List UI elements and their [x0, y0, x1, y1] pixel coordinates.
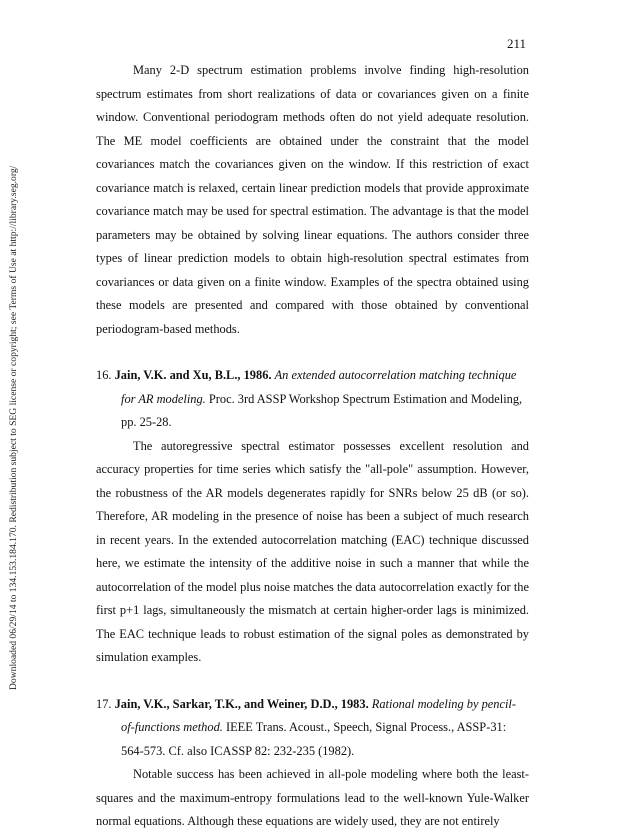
reference-source: IEEE Trans. Acoust., Speech, Signal Process., ASSP-31: 564-573. Cf. also ICASSP 82: 232-235 (1982).: [121, 720, 507, 758]
abstract-paragraph: Many 2-D spectrum estimation problems involve finding high-resolution spectrum estimates from short realizations of data or covariances given on a finite window. Conventional periodogram methods often do not yield adequate resolution. The ME model coefficients are obtained under the constraint that the model covariances match the covariances given on the window. If this restriction of exact covariance match is relaxed, certain linear prediction models that provide approximate covariance match may be used for spectral estimation. The advantage is that the model parameters may be obtained by solving linear equations. The authors consider three types of linear prediction models to obtain high-resolution spectral estimates from covariances or data given on a finite window. Examples of the spectra obtained using these models are presented and compared with those obtained by conventional periodogram-based methods.: [96, 63, 529, 336]
abstract-paragraph: Notable success has been achieved in all-pole modeling where both the least-squares and the maximum-entropy formulations lead to the well-known Yule-Walker normal equations. Although these equations are widely used, they are not entirely: [96, 767, 529, 828]
reference-number: 16.: [96, 368, 112, 382]
reference-title: Rational modeling by pencil-of-functions method.: [121, 696, 516, 734]
download-notice: Downloaded 06/29/14 to 134.153.184.170. Redistribution subject to SEG license or copyright; see Terms of Use at http://library.seg.org/: [8, 165, 19, 690]
page-body: [96, 59, 529, 834]
reference-entry-16: [96, 364, 529, 435]
reference-number: 17.: [96, 696, 112, 711]
abstract-paragraph: The autoregressive spectral estimator possesses excellent resolution and accuracy properties for time series which satisfy the "all-pole" assumption. However, the robustness of the AR models degenerates rapidly for SNRs below 25 dB (or so). Therefore, AR modeling in the presence of noise has been a subject of much research in recent years. In the extended autocorrelation matching (EAC) technique discussed here, we estimate the intensity of the additive noise in such a manner that while the autocorrelation of the model plus noise matches the data autocorrelation exactly for the first p+1 lags, simultaneously the mismatch at certain higher-order lags is minimized. The EAC technique leads to robust estimation of the signal poles as demonstrated by simulation examples.: [96, 438, 529, 664]
page-number: 211: [507, 36, 527, 51]
reference-entry-17: [96, 693, 529, 764]
reference-source: Proc. 3rd ASSP Workshop Spectrum Estimation and Modeling, pp. 25-28.: [121, 391, 523, 429]
reference-title: An extended autocorrelation matching technique for AR modeling.: [121, 368, 517, 406]
reference-authors: Jain, V.K., Sarkar, T.K., and Weiner, D.D., 1983.: [114, 696, 369, 711]
reference-authors: Jain, V.K. and Xu, B.L., 1986.: [114, 368, 272, 382]
